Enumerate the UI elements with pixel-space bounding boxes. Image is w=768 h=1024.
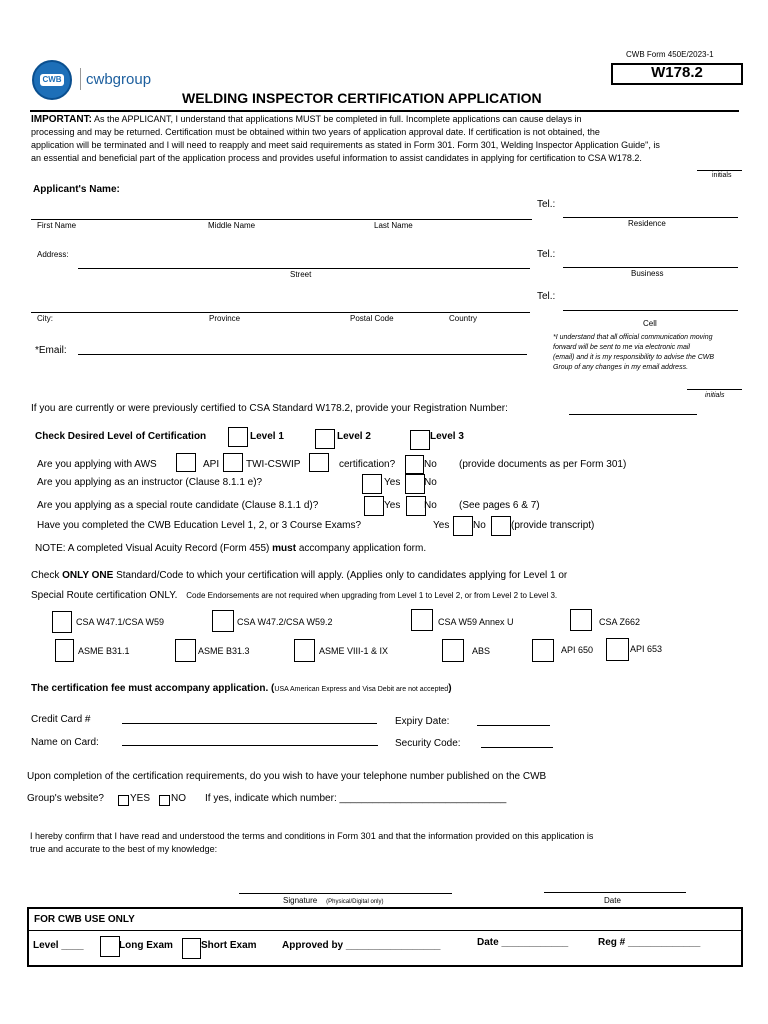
twi-checkbox[interactable] <box>309 453 329 472</box>
q4-no-label: No <box>473 520 486 531</box>
credit-card-line[interactable] <box>122 723 377 724</box>
first-name-label: First Name <box>37 221 77 230</box>
email-line[interactable] <box>78 354 527 355</box>
signature-line[interactable] <box>239 893 452 894</box>
date-line[interactable] <box>544 892 686 893</box>
office-use-rule <box>29 930 741 931</box>
std-checkbox-7[interactable] <box>294 639 315 662</box>
std-label-2: CSA W47.2/CSA W59.2 <box>237 617 333 627</box>
tel-business-label: Tel.: <box>537 249 556 260</box>
tel-residence-line[interactable] <box>563 217 738 218</box>
std-checkbox-3[interactable] <box>411 609 433 631</box>
tel-cell-line[interactable] <box>563 310 738 311</box>
q3-yes-label: Yes <box>384 500 401 511</box>
city-label: City: <box>37 314 53 323</box>
publish-yes-checkbox[interactable] <box>118 795 129 806</box>
important-line1: IMPORTANT: As the APPLICANT, I understand that applications MUST be completed in full. Incomplete applications can cause delays in <box>31 114 582 125</box>
publish-no-label: NO <box>171 793 186 804</box>
visual-acuity-note: NOTE: A completed Visual Acuity Record (Form 455) must accompany application form. <box>35 543 427 554</box>
short-exam-label: Short Exam <box>201 940 257 951</box>
std-checkbox-9[interactable] <box>532 639 554 662</box>
std-label-10: API 653 <box>630 644 663 654</box>
confirm-line-2: true and accurate to the best of my knowledge: <box>30 844 218 854</box>
q3-no-checkbox[interactable] <box>406 496 426 516</box>
initials-line-top <box>697 170 742 171</box>
tel-business-line[interactable] <box>563 267 738 268</box>
q2-yes-checkbox[interactable] <box>362 474 382 494</box>
publish-which-label: If yes, indicate which number: ______________________________ <box>205 793 507 804</box>
confirm-line-1: I hereby confirm that I have read and understood the terms and conditions in Form 301 and that the information provided on this application is <box>30 831 594 841</box>
country-label: Country <box>449 314 478 323</box>
publish-yes-label: YES <box>130 793 151 804</box>
q4-no-checkbox[interactable] <box>491 516 511 536</box>
email-note-1: *I understand that all official communication moving <box>553 334 713 341</box>
credit-card-label: Credit Card # <box>31 714 91 725</box>
cwb-logo-icon: CWB <box>32 60 72 100</box>
std-checkbox-5[interactable] <box>55 639 74 662</box>
level3-label: Level 3 <box>430 431 464 442</box>
std-label-1: CSA W47.1/CSA W59 <box>76 617 165 627</box>
std-label-8: ABS <box>472 646 491 656</box>
q2-yes-label: Yes <box>384 477 401 488</box>
short-exam-checkbox[interactable] <box>182 938 201 959</box>
email-note-2: forward will be sent to me via electronic mail <box>553 344 690 351</box>
api-label: API <box>203 459 220 470</box>
date-label: Date <box>604 896 621 905</box>
publish-no-checkbox[interactable] <box>159 795 170 806</box>
initials-label-bottom: initials <box>705 392 725 399</box>
level2-label: Level 2 <box>337 431 371 442</box>
q4-note: (provide transcript) <box>511 520 595 531</box>
security-code-label: Security Code: <box>395 738 461 749</box>
standard-label: W178.2 <box>651 64 703 81</box>
business-label: Business <box>631 269 664 278</box>
logo-divider <box>80 68 81 90</box>
office-use-heading: FOR CWB USE ONLY <box>34 914 135 925</box>
applicant-name-heading: Applicant's Name: <box>33 184 120 195</box>
std-checkbox-10[interactable] <box>606 638 629 661</box>
standards-intro-1: Check ONLY ONE Standard/Code to which your certification will apply. (Applies only to candidates applying for Level 1 or <box>31 570 568 581</box>
important-line3: application will be terminated and I will need to reapply and meet said requirements as stated in Form 301. Form 301, Welding Inspector Application Guide", is <box>31 140 660 150</box>
level1-checkbox[interactable] <box>228 427 248 447</box>
signature-label: Signature (Physical/Digital only) <box>283 896 384 905</box>
level2-checkbox[interactable] <box>315 429 335 449</box>
cell-label: Cell <box>643 319 657 328</box>
level1-label: Level 1 <box>250 431 284 442</box>
address-line[interactable] <box>78 268 530 269</box>
q1-label: Are you applying with AWS <box>37 459 157 470</box>
q2-no-checkbox[interactable] <box>405 474 425 494</box>
std-label-6: ASME B31.3 <box>198 646 250 656</box>
office-date-label: Date ____________ <box>477 937 569 948</box>
expiry-line[interactable] <box>477 725 550 726</box>
email-note-4: Group of any changes in my email address. <box>553 364 689 371</box>
initials-line-bottom <box>687 389 742 390</box>
q4-yes-label: Yes <box>433 520 450 531</box>
q3-no-label: No <box>424 500 437 511</box>
std-checkbox-1[interactable] <box>52 611 72 633</box>
registration-line[interactable] <box>569 414 697 415</box>
reg-number-label: Reg # _____________ <box>598 937 701 948</box>
tel-residence-label: Tel.: <box>537 199 556 210</box>
tel-cell-label: Tel.: <box>537 291 556 302</box>
q1-no-checkbox[interactable] <box>405 455 424 474</box>
q2-no-label: No <box>424 477 437 488</box>
office-level-label: Level ____ <box>33 940 84 951</box>
email-note-3: (email) and it is my responsibility to advise the CWB <box>553 354 715 361</box>
long-exam-checkbox[interactable] <box>100 936 120 957</box>
std-label-5: ASME B31.1 <box>78 646 130 656</box>
name-line[interactable] <box>31 219 532 220</box>
api-checkbox[interactable] <box>223 453 243 472</box>
standards-intro-2: Special Route certification ONLY. Code Endorsements are not required when upgrading from Level 1 to Level 2, or from Level 2 to Level 3. <box>31 590 558 601</box>
std-checkbox-6[interactable] <box>175 639 196 662</box>
publish-website-label: Group's website? <box>27 793 104 804</box>
expiry-label: Expiry Date: <box>395 716 450 727</box>
q4-label: Have you completed the CWB Education Level 1, 2, or 3 Course Exams? <box>37 520 362 531</box>
approved-by-label: Approved by _________________ <box>282 940 441 951</box>
publish-line-1: Upon completion of the certification requirements, do you wish to have your telephone number published on the CWB <box>27 771 547 782</box>
std-checkbox-4[interactable] <box>570 609 592 631</box>
middle-name-label: Middle Name <box>208 221 256 230</box>
name-on-card-line[interactable] <box>122 745 378 746</box>
level-heading: Check Desired Level of Certification <box>35 431 207 442</box>
q2-label: Are you applying as an instructor (Clause 8.1.1 e)? <box>37 477 263 488</box>
brand-name: cwbgroup <box>86 71 152 88</box>
std-checkbox-2[interactable] <box>212 610 234 632</box>
aws-checkbox[interactable] <box>176 453 196 472</box>
std-label-4: CSA Z662 <box>599 617 641 627</box>
address-label: Address: <box>37 250 69 259</box>
certification-label: certification? <box>339 459 396 470</box>
last-name-label: Last Name <box>374 221 413 230</box>
page-title: WELDING INSPECTOR CERTIFICATION APPLICATION <box>182 90 542 106</box>
street-label: Street <box>290 270 312 279</box>
payment-heading: The certification fee must accompany application. (USA American Express and Visa Debit are not accepted) <box>31 683 452 694</box>
title-rule <box>30 110 739 112</box>
registration-label: If you are currently or were previously certified to CSA Standard W178.2, provide your Registration Number: <box>31 403 508 414</box>
level3-checkbox[interactable] <box>410 430 430 450</box>
std-label-3: CSA W59 Annex U <box>438 617 514 627</box>
postal-code-label: Postal Code <box>350 314 394 323</box>
email-label: *Email: <box>35 345 67 356</box>
initials-label-top: initials <box>712 172 732 179</box>
name-on-card-label: Name on Card: <box>31 737 99 748</box>
std-checkbox-8[interactable] <box>442 639 464 662</box>
q3-label: Are you applying as a special route candidate (Clause 8.1.1 d)? <box>37 500 319 511</box>
std-label-7: ASME VIII-1 & IX <box>319 646 389 656</box>
q3-note: (See pages 6 & 7) <box>459 500 540 511</box>
q1-no-label: No <box>424 459 437 470</box>
important-line2: processing and may be returned. Certification must be obtained within two years of application approval date. If certification is not obtained, the <box>31 127 600 137</box>
form-number: CWB Form 450E/2023-1 <box>626 50 714 59</box>
twi-label: TWI-CSWIP <box>246 459 301 470</box>
province-label: Province <box>209 314 241 323</box>
q1-note: (provide documents as per Form 301) <box>459 459 627 470</box>
residence-label: Residence <box>628 219 666 228</box>
std-label-9: API 650 <box>561 645 594 655</box>
long-exam-label: Long Exam <box>119 940 173 951</box>
q3-yes-checkbox[interactable] <box>364 496 384 516</box>
security-code-line[interactable] <box>481 747 553 748</box>
important-line4: an essential and beneficial part of the application process and provides useful information to assist candidates in applying for certification to CSA W178.2. <box>31 153 642 163</box>
city-line[interactable] <box>31 312 530 313</box>
q4-yes-checkbox[interactable] <box>453 516 473 536</box>
